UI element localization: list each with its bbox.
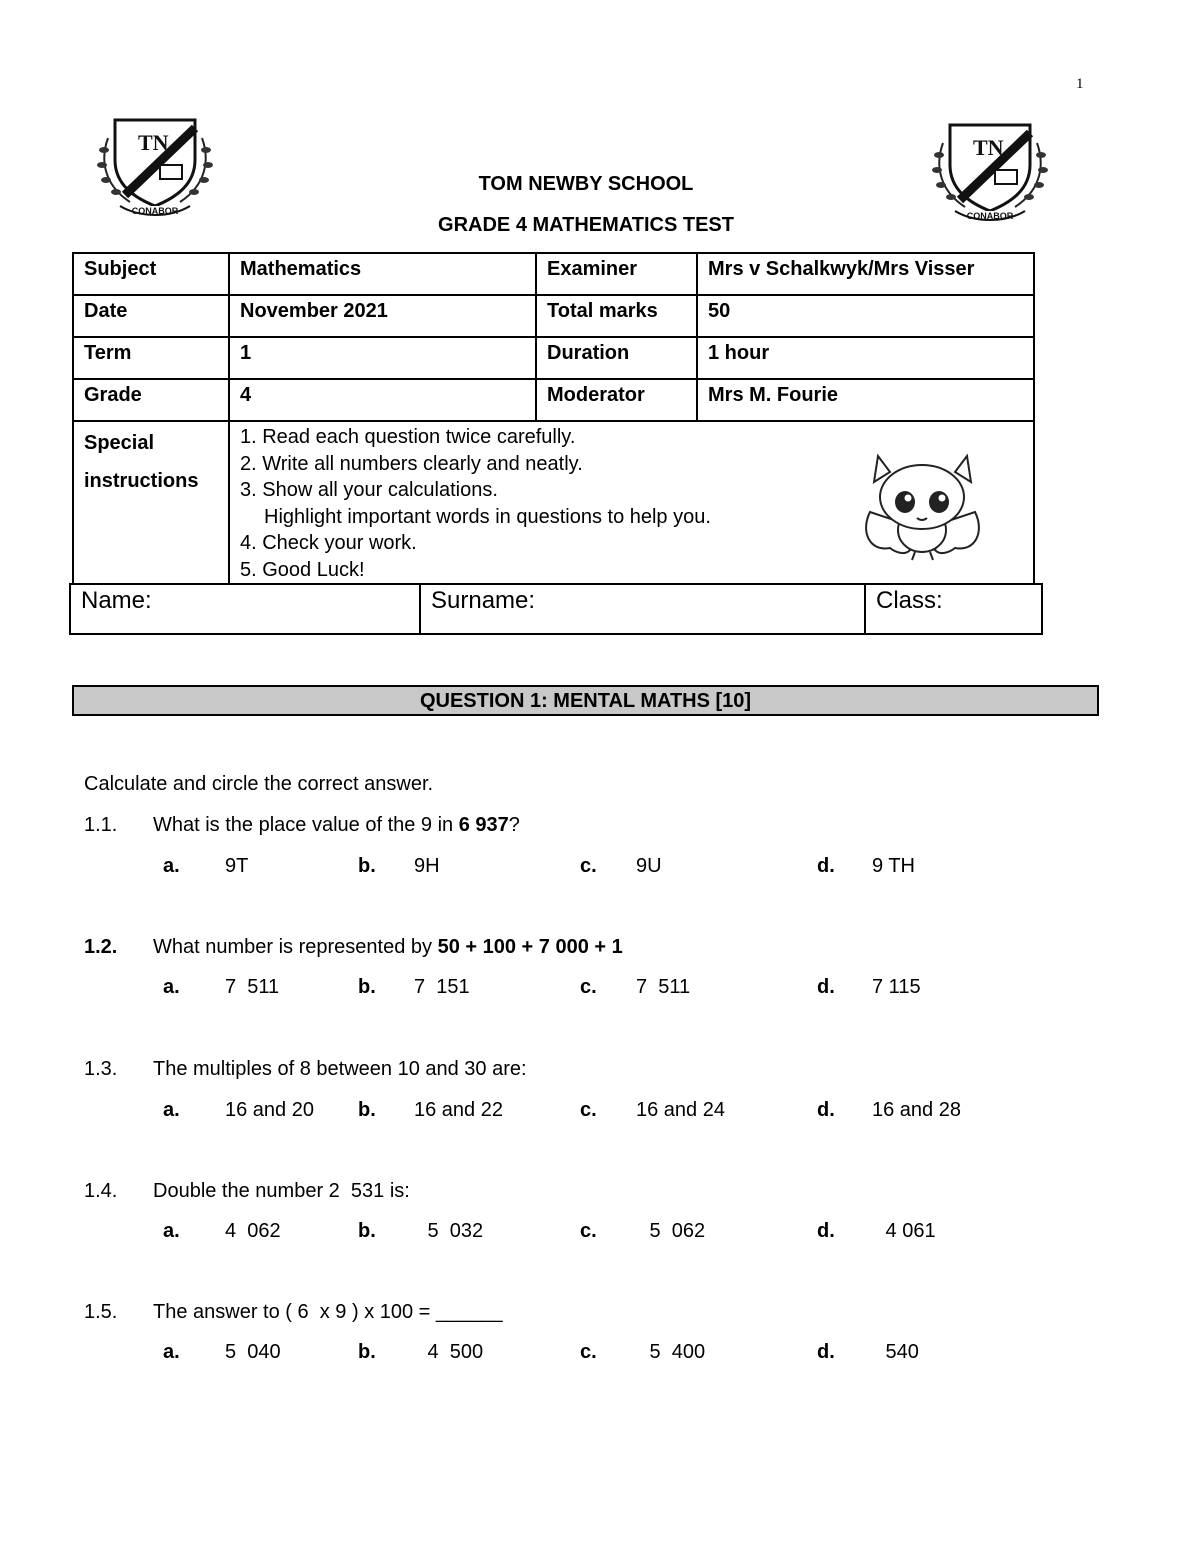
option-value[interactable]: 7 511: [225, 976, 280, 998]
crest-motto: CONABOR: [966, 211, 1014, 221]
option-value[interactable]: 9 TH: [872, 855, 915, 877]
moderator-label: Moderator: [536, 379, 697, 421]
school-crest-logo: [90, 110, 220, 220]
option-value[interactable]: 5 040: [225, 1341, 281, 1363]
term-label: Term: [73, 337, 229, 379]
question-text: What number is represented by 50 + 100 + 7 000 + 1: [153, 936, 623, 958]
instruction-line: 3. Show all your calculations.: [240, 479, 498, 501]
examiner-value: Mrs v Schalkwyk/Mrs Visser: [697, 253, 1034, 295]
option-letter: d.: [817, 1341, 835, 1363]
option-letter: b.: [358, 1341, 376, 1363]
special-instructions: [229, 421, 1034, 584]
question-number: 1.3.: [84, 1058, 118, 1080]
option-value[interactable]: 4 061: [880, 1220, 936, 1242]
option-value[interactable]: 16 and 22: [414, 1099, 503, 1121]
option-letter: c.: [580, 976, 597, 998]
option-letter: a.: [163, 1341, 180, 1363]
question-instruction: Calculate and circle the correct answer.: [84, 773, 434, 795]
surname-field[interactable]: Surname:: [420, 584, 865, 634]
name-field[interactable]: Name:: [70, 584, 420, 634]
option-letter: c.: [580, 1341, 597, 1363]
question-1-header: QUESTION 1: MENTAL MATHS [10]: [72, 685, 1099, 716]
option-letter: a.: [163, 1220, 180, 1242]
crest-motto: CONABOR: [131, 206, 179, 216]
option-value[interactable]: 7 151: [414, 976, 470, 998]
option-value[interactable]: 540: [880, 1341, 919, 1363]
option-letter: c.: [580, 1220, 597, 1242]
special-instructions-label: [73, 421, 229, 584]
svg-text:TN: TN: [138, 130, 169, 155]
option-letter: d.: [817, 1099, 835, 1121]
class-field[interactable]: Class:: [865, 584, 1042, 634]
option-value[interactable]: 9U: [636, 855, 662, 877]
question-text: The answer to ( 6 x 9 ) x 100 = ______: [153, 1301, 503, 1323]
option-value[interactable]: 16 and 24: [636, 1099, 725, 1121]
option-letter: b.: [358, 1220, 376, 1242]
question-number: 1.2.: [84, 936, 118, 958]
page-number: 1: [1076, 76, 1084, 92]
test-title: GRADE 4 MATHEMATICS TEST: [438, 214, 734, 236]
option-value[interactable]: 16 and 20: [225, 1099, 314, 1121]
bat-mascot-illustration: [860, 452, 985, 564]
option-letter: a.: [163, 1099, 180, 1121]
special-label-line1: Special: [84, 432, 155, 454]
option-letter: d.: [817, 976, 835, 998]
option-letter: a.: [163, 855, 180, 877]
question-number: 1.4.: [84, 1180, 118, 1202]
date-label: Date: [73, 295, 229, 337]
special-label-line2: instructions: [84, 470, 199, 492]
grade-label: Grade: [73, 379, 229, 421]
duration-label: Duration: [536, 337, 697, 379]
subject-value: Mathematics: [229, 253, 536, 295]
option-letter: c.: [580, 855, 597, 877]
question-text: The multiples of 8 between 10 and 30 are:: [153, 1058, 527, 1080]
instruction-line: 1. Read each question twice carefully.: [240, 426, 576, 448]
option-letter: d.: [817, 855, 835, 877]
option-value[interactable]: 9T: [225, 855, 249, 877]
svg-text:TN: TN: [973, 135, 1004, 160]
option-value[interactable]: 5 032: [422, 1220, 484, 1242]
option-value[interactable]: 7 115: [872, 976, 921, 998]
option-value[interactable]: 9H: [414, 855, 440, 877]
option-value[interactable]: 7 511: [636, 976, 691, 998]
instruction-line: 4. Check your work.: [240, 532, 417, 554]
question-text: Double the number 2 531 is:: [153, 1180, 410, 1202]
option-value[interactable]: 5 062: [644, 1220, 706, 1242]
instruction-line: 2. Write all numbers clearly and neatly.: [240, 452, 583, 475]
option-value[interactable]: 5 400: [644, 1341, 706, 1363]
student-details-bar: [69, 583, 1043, 635]
instruction-line: Highlight important words in questions to help you.: [264, 505, 711, 528]
subject-label: Subject: [73, 253, 229, 295]
option-letter: c.: [580, 1099, 597, 1121]
option-value[interactable]: 16 and 28: [872, 1099, 961, 1121]
option-letter: b.: [358, 855, 376, 877]
option-letter: b.: [358, 976, 376, 998]
grade-value: 4: [229, 379, 536, 421]
option-letter: d.: [817, 1220, 835, 1242]
total-marks-value: 50: [697, 295, 1034, 337]
option-letter: b.: [358, 1099, 376, 1121]
date-value: November 2021: [229, 295, 536, 337]
question-number: 1.1.: [84, 814, 118, 836]
total-marks-label: Total marks: [536, 295, 697, 337]
question-number: 1.5.: [84, 1301, 118, 1323]
option-value[interactable]: 4 062: [225, 1220, 281, 1242]
test-info-table: [72, 252, 1035, 585]
term-value: 1: [229, 337, 536, 379]
option-letter: a.: [163, 976, 180, 998]
examiner-label: Examiner: [536, 253, 697, 295]
moderator-value: Mrs M. Fourie: [697, 379, 1034, 421]
school-name: TOM NEWBY SCHOOL: [478, 173, 694, 195]
duration-value: 1 hour: [697, 337, 1034, 379]
question-text: What is the place value of the 9 in 6 937?: [153, 814, 520, 836]
option-value[interactable]: 4 500: [422, 1341, 484, 1363]
instruction-line: 5. Good Luck!: [240, 558, 365, 581]
school-crest-logo: [925, 115, 1055, 225]
